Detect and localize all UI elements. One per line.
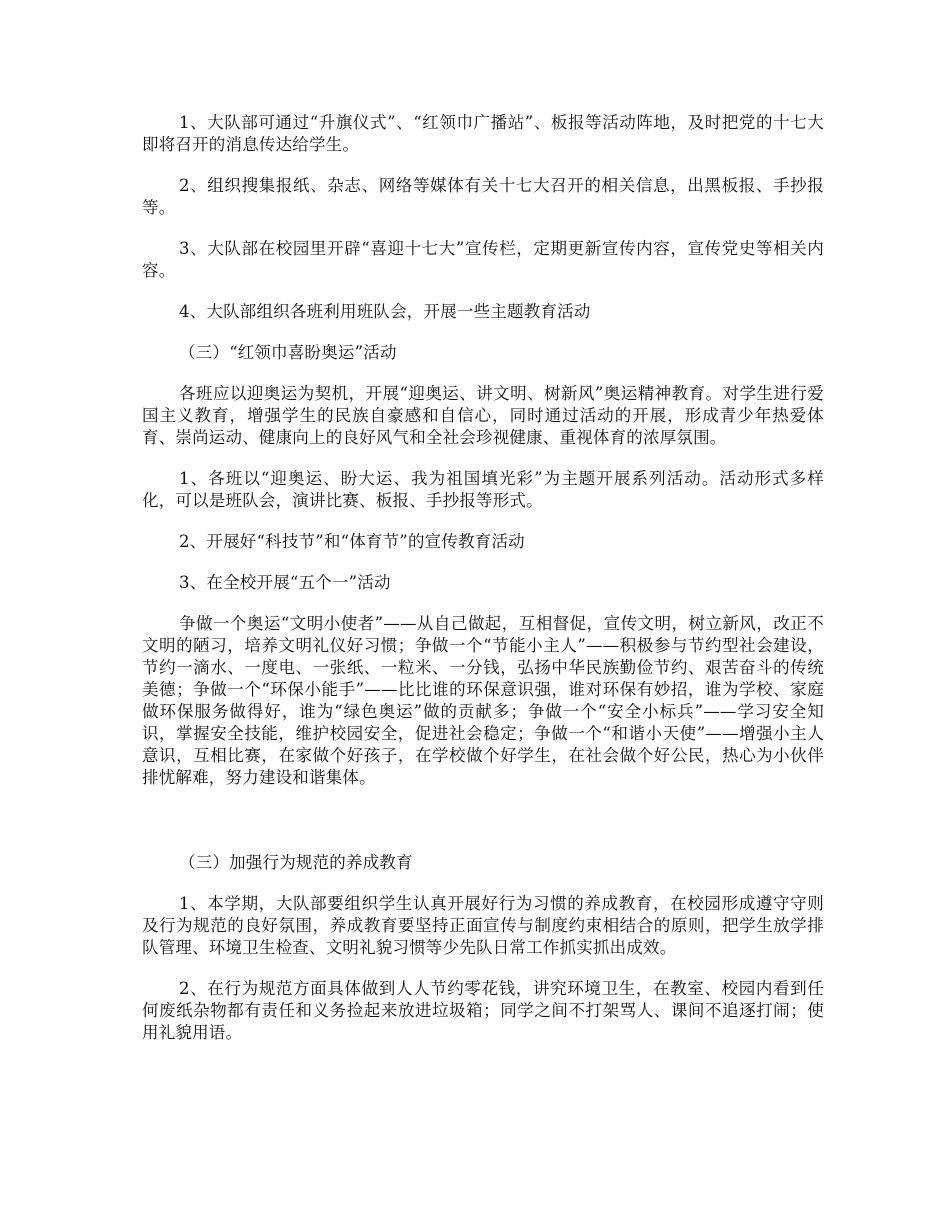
paragraph-olympics-intro: 各班应以迎奥运为契机，开展“迎奥运、讲文明、树新风”奥运精神教育。对学生进行爱国主义教育，增强学生的民族自豪感和自信心，同时通过活动的开展，形成青少年热爱体育、崇尚运动、健康向上的良好风气和全社会珍视健康、重视体育的浓厚氛围。 (142, 384, 824, 447)
paragraph-five-ones: 争做一个奥运“文明小使者”——从自己做起，互相督促，宣传文明，树立新风，改正不文明的陋习，培养文明礼仪好习惯；争做一个“节能小主人”——积极参与节约型社会建设，节约一滴水、一度电、一张纸、一粒米、一分钱，弘扬中华民族勤俭节约、艰苦奋斗的传统美德；争做一个“环保小能手”——比比谁的环保意识强，谁对环保有妙招，谁为学校、家庭做环保服务做得好，谁为“绿色奥运”做的贡献多；争做一个“安全小标兵”——学习安全知识，掌握安全技能，维护校园安全，促进社会稳定；争做一个“和谐小天使”——增强小主人意识，互相比赛，在家做个好孩子，在学校做个好学生，在社会做个好公民，热心为小伙伴排忧解难，努力建设和谐集体。 (142, 614, 824, 787)
paragraph-olympics-item-3: 3、在全校开展“五个一”活动 (179, 573, 391, 592)
paragraph-olympics-item-2: 2、开展好“科技节”和“体育节”的宣传教育活动 (179, 532, 525, 551)
document-body (142, 112, 824, 1063)
paragraph-behavior-item-1: 1、本学期，大队部要组织学生认真开展好行为习惯的养成教育，在校园形成遵守守则及行为规范的良好氛围，养成教育要坚持正面宣传与制度约束相结合的原则，把学生放学排队管理、环境卫生检查、文明礼貌习惯等少先队日常工作抓实抓出成效。 (142, 894, 824, 957)
paragraph-item-2: 2、组织搜集报纸、杂志、网络等媒体有关十七大召开的相关信息，出黑板报、手抄报等。 (142, 176, 824, 217)
paragraph-item-1: 1、大队部可通过“升旗仪式”、“红领巾广播站”、板报等活动阵地，及时把党的十七大即将召开的消息传达给学生。 (142, 113, 824, 154)
paragraph-behavior-item-2: 2、在行为规范方面具体做到人人节约零花钱，讲究环境卫生，在教室、校园内看到任何废纸杂物都有责任和义务捡起来放进垃圾箱；同学之间不打架骂人、课间不追逐打闹；使用礼貌用语。 (142, 979, 824, 1042)
section-heading-behavior: （三）加强行为规范的养成教育 (179, 853, 413, 872)
section-spacer (142, 808, 824, 852)
paragraph-item-4: 4、大队部组织各班利用班队会，开展一些主题教育活动 (179, 302, 591, 321)
section-heading-olympics: （三）“红领巾喜盼奥运”活动 (179, 343, 397, 362)
paragraph-item-3: 3、大队部在校园里开辟“喜迎十七大”宣传栏，定期更新宣传内容，宣传党史等相关内容。 (142, 239, 824, 280)
paragraph-olympics-item-1: 1、各班以“迎奥运、盼大运、我为祖国填光彩”为主题开展系列活动。活动形式多样化，可以是班队会，演讲比赛、板报、手抄报等形式。 (142, 469, 824, 510)
